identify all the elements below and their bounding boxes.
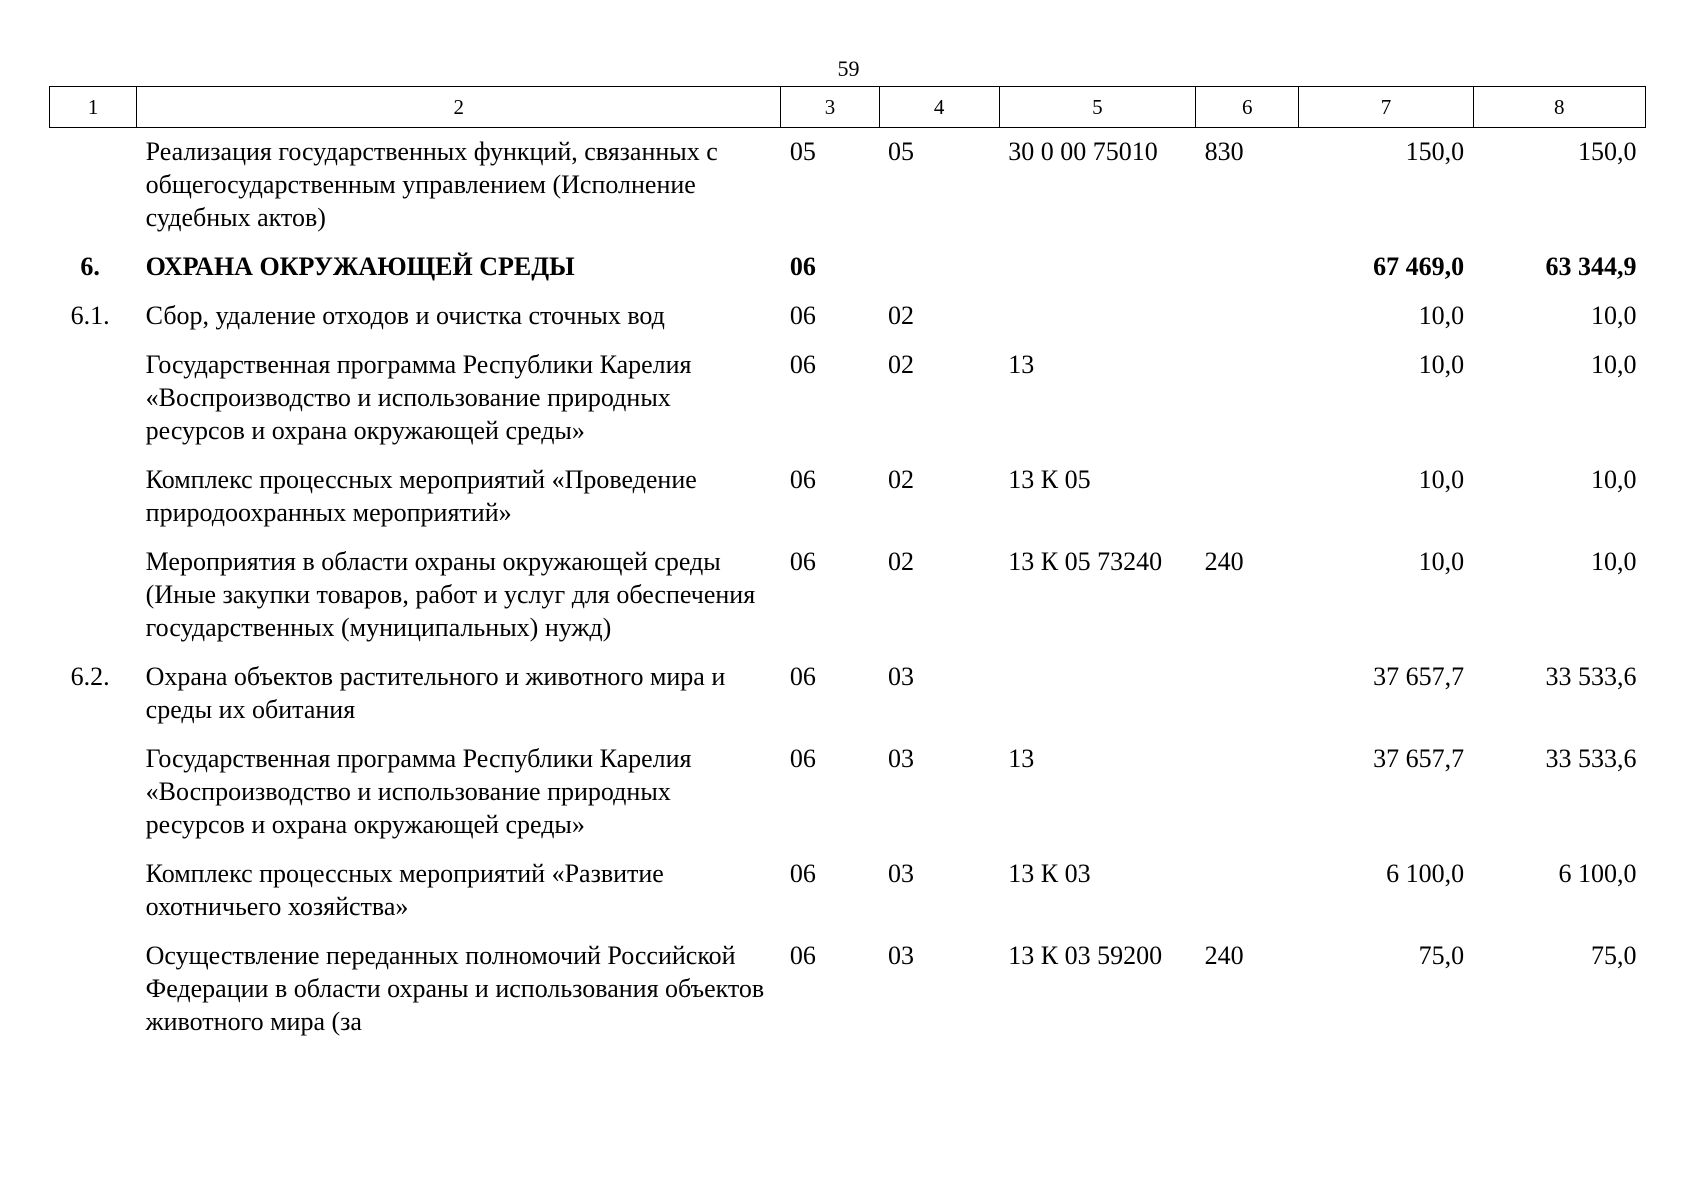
row-section-code: 06 [789,941,816,970]
row-target-article: 13 [1008,744,1035,773]
row-subsection-code: 03 [888,744,915,773]
row-section-code: 06 [789,252,816,281]
table-body [50,128,1646,1055]
row-target-article: 30 0 00 75010 [1008,137,1158,166]
table-row [50,299,1646,348]
row-amount-year-1: 37 657,7 [1373,744,1465,773]
row-subsection-code [879,250,999,299]
row-section-code: 06 [789,662,816,691]
budget-table [49,86,1646,1054]
table-header [50,87,1646,128]
row-number [50,348,137,463]
header-col-6: 6 [1196,87,1299,128]
header-col-7: 7 [1299,87,1473,128]
row-target-article [999,660,1195,742]
row-amount-year-1: 67 469,0 [1373,252,1465,281]
row-amount-year-2: 150,0 [1578,137,1637,166]
row-expense-type [1196,857,1299,939]
row-target-article: 13 К 03 59200 [1008,941,1163,970]
row-description: Государственная программа Республики Карелия «Воспроизводство и использование природных ресурсов и охрана окружающей среды» [145,744,692,839]
row-target-article: 13 К 05 [1008,465,1091,494]
row-expense-type [1196,299,1299,348]
row-number: 6.2. [70,662,110,691]
row-number [50,128,137,251]
row-description: Охрана объектов растительного и животного мира и среды их обитания [145,662,726,724]
header-row [50,87,1646,128]
header-col-1: 1 [50,87,137,128]
row-amount-year-1: 150,0 [1405,137,1465,166]
row-amount-year-1: 37 657,7 [1373,662,1465,691]
row-number: 6. [80,252,100,281]
row-expense-type: 240 [1204,941,1244,970]
row-section-code: 05 [789,137,816,166]
row-target-article [999,250,1195,299]
row-subsection-code: 02 [888,301,915,330]
row-expense-type [1196,250,1299,299]
row-section-code: 06 [789,859,816,888]
row-expense-type [1196,348,1299,463]
row-amount-year-2: 10,0 [1591,547,1637,576]
header-col-3: 3 [781,87,879,128]
row-number [50,742,137,857]
header-col-4: 4 [879,87,999,128]
header-col-8: 8 [1473,87,1645,128]
row-number [50,545,137,660]
row-description: Сбор, удаление отходов и очистка сточных вод [145,301,665,330]
row-amount-year-2: 75,0 [1591,941,1637,970]
row-amount-year-1: 10,0 [1418,350,1465,379]
row-description: Государственная программа Республики Карелия «Воспроизводство и использование природных ресурсов и охрана окружающей среды» [145,350,692,445]
row-description: Реализация государственных функций, связанных с общегосударственным управлением (Исполнение судебных актов) [145,137,718,232]
table-row [50,250,1646,299]
row-expense-type [1196,463,1299,545]
row-amount-year-1: 6 100,0 [1386,859,1465,888]
row-subsection-code: 05 [888,137,915,166]
table-row [50,857,1646,939]
row-target-article [999,299,1195,348]
row-subsection-code: 03 [888,941,915,970]
row-expense-type: 240 [1204,547,1244,576]
row-amount-year-1: 10,0 [1418,465,1465,494]
row-description: Осуществление переданных полномочий Российской Федерации в области охраны и использования объектов животного мира (за [145,941,765,1036]
row-expense-type [1196,660,1299,742]
row-number [50,463,137,545]
row-subsection-code: 03 [888,662,915,691]
row-amount-year-2: 10,0 [1591,350,1637,379]
row-amount-year-2: 33 533,6 [1545,744,1637,773]
row-amount-year-1: 75,0 [1418,941,1465,970]
row-description: Комплекс процессных мероприятий «Развитие охотничьего хозяйства» [145,859,664,921]
row-target-article: 13 [1008,350,1035,379]
row-amount-year-2: 63 344,9 [1545,252,1637,281]
row-amount-year-2: 10,0 [1591,465,1637,494]
row-number [50,857,137,939]
row-section-code: 06 [789,465,816,494]
row-subsection-code: 03 [888,859,915,888]
row-expense-type: 830 [1204,137,1244,166]
row-section-code: 06 [789,547,816,576]
row-description: Комплекс процессных мероприятий «Проведение природоохранных мероприятий» [145,465,697,527]
row-target-article: 13 К 05 73240 [1008,547,1163,576]
header-col-2: 2 [137,87,781,128]
table-row [50,660,1646,742]
row-amount-year-2: 6 100,0 [1558,859,1637,888]
row-subsection-code: 02 [888,350,915,379]
table-row [50,348,1646,463]
row-subsection-code: 02 [888,547,915,576]
row-section-code: 06 [789,744,816,773]
page-number: 59 [837,56,860,81]
row-description: Мероприятия в области охраны окружающей среды (Иные закупки товаров, работ и услуг для обеспечения государственных (муниципальных) нужд) [145,547,756,642]
table-row [50,939,1646,1054]
row-subsection-code: 02 [888,465,915,494]
row-section-code: 06 [789,301,816,330]
row-amount-year-2: 10,0 [1591,301,1637,330]
row-section-code: 06 [789,350,816,379]
row-description: ОХРАНА ОКРУЖАЮЩЕЙ СРЕДЫ [145,252,575,281]
row-amount-year-1: 10,0 [1418,301,1465,330]
table-row [50,463,1646,545]
row-amount-year-1: 10,0 [1418,547,1465,576]
row-amount-year-2: 33 533,6 [1545,662,1637,691]
table-row [50,545,1646,660]
table-row [50,742,1646,857]
row-number: 6.1. [70,301,110,330]
row-number [50,939,137,1054]
row-target-article: 13 К 03 [1008,859,1091,888]
table-row [50,128,1646,251]
header-col-5: 5 [999,87,1195,128]
row-expense-type [1196,742,1299,857]
